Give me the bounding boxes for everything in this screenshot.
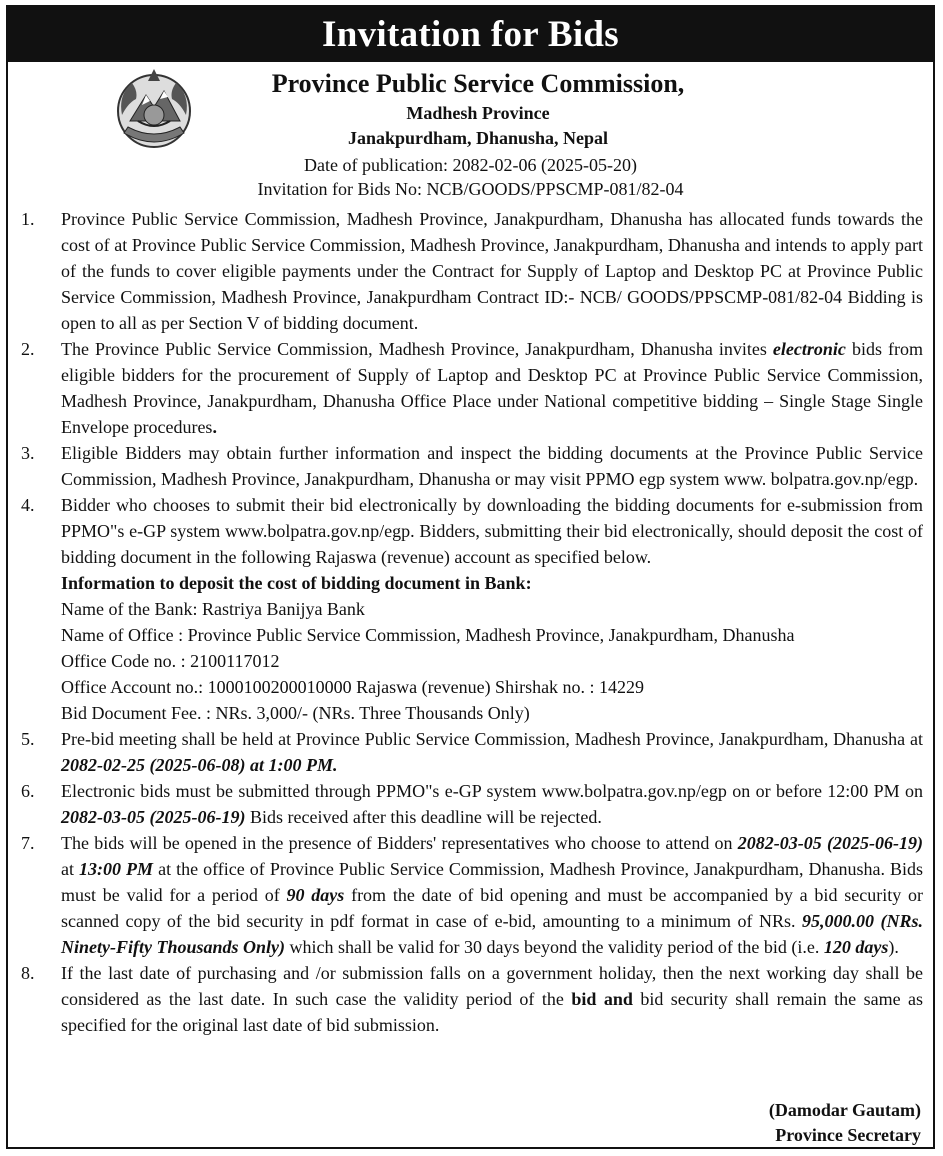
clause-text: Province Public Service Commission, Madhesh Province, Janakpurdham, Dhanusha has allocated funds towards the cost of at Province Public Service Commission, Madhesh Province, Janakpurdham, Dhanusha and intends to apply part of the funds to cover eligible payments under the Contract for Supply of Laptop and Desktop PC at Province Public Service Commission, Madhesh Province, Janakpurdham Contract ID:- NCB/ GOODS/PPSCMP-081/82-04 Bidding is open to all as per Section V of bidding document. <box>61 209 923 333</box>
clause-7 <box>8 830 933 960</box>
office-location: Janakpurdham, Dhanusha, Nepal <box>347 128 609 148</box>
validity-period: 90 days <box>286 885 345 905</box>
clause-4 <box>8 492 933 726</box>
clause-text: The Province Public Service Commission, Madhesh Province, Janakpurdham, Dhanusha invites <box>61 339 773 359</box>
clause-text: Bids received after this deadline will be rejected. <box>245 807 602 827</box>
clause-text: If the last date of purchasing and /or submission falls on a government holiday, then the next working day shall be considered as the last date. In such case the validity period of the <box>61 963 923 1009</box>
opening-time: 13:00 PM <box>79 859 154 879</box>
clause-1 <box>8 206 933 336</box>
pre-bid-datetime: 2082-02-25 (2025-06-08) at 1:00 PM. <box>61 755 338 775</box>
clause-text: Eligible Bidders may obtain further information and inspect the bidding documents at the Province Public Service Commission, Madhesh Province, Janakpurdham, Dhanusha or may visit PPMO egp system www. bolpatra.gov.np/egp. <box>61 443 923 489</box>
clause-5 <box>8 726 933 778</box>
organization-name: Province Public Service Commission, <box>271 69 685 98</box>
nepal-emblem-icon <box>108 65 200 153</box>
clause-text: Electronic bids must be submitted through PPMO"s e-GP system www.bolpatra.gov.np/egp on or before 12:00 PM on <box>61 781 923 801</box>
clause-text: at <box>61 859 80 879</box>
clause-2 <box>8 336 933 440</box>
signature-block <box>769 1098 921 1148</box>
notice-frame <box>6 5 935 1149</box>
publication-date: Date of publication: 2082-02-06 (2025-05-20) <box>304 155 637 175</box>
bank-name: Name of the Bank: Rastriya Banijya Bank <box>61 599 365 619</box>
clause-text: bids from eligible bidders for the procurement of Supply of Laptop and Desktop PC at Province Public Service Commission, Madhesh Province, Janakpurdham, Dhanusha Office Place under National competitive bidding – Single Stage Single Envelope procedures <box>61 339 923 437</box>
clause-3 <box>8 440 933 492</box>
clause-8 <box>8 960 933 1038</box>
clause-text: which shall be valid for 30 days beyond the validity period of the bid (i.e. <box>285 937 824 957</box>
emphasis-electronic: electronic <box>772 339 846 359</box>
office-name: Name of Office : Province Public Service Commission, Madhesh Province, Janakpurdham, Dhanusha <box>61 625 795 645</box>
signatory-name: (Damodar Gautam) <box>768 1100 921 1120</box>
clause-end-mark: . <box>212 417 217 437</box>
clause-text: Bidder who chooses to submit their bid electronically by downloading the bidding documents for e-submission from PPMO"s e-GP system www.bolpatra.gov.np/egp. Bidders, submitting their bid electronically, should deposit the cost of bidding document in the following Rajaswa (revenue) account as specified below. <box>61 495 923 567</box>
clause-text: from the date of bid opening and must be accompanied by a bid security or scanned copy of the bid security in pdf format in case of e-bid, amounting to a minimum of NRs. <box>61 885 923 931</box>
emphasis-bid-and: bid and <box>571 989 633 1009</box>
clause-text: Pre-bid meeting shall be held at Province Public Service Commission, Madhesh Province, Janakpurdham, Dhanusha at <box>61 729 923 749</box>
clause-number: 7. <box>21 833 35 853</box>
clause-text: The bids will be opened in the presence of Bidders' representatives who choose to attend on <box>61 833 738 853</box>
clause-6 <box>8 778 933 830</box>
province-name: Madhesh Province <box>406 103 550 123</box>
submission-deadline: 2082-03-05 (2025-06-19) <box>61 807 246 827</box>
ifb-number: Invitation for Bids No: NCB/GOODS/PPSCMP-081/82-04 <box>257 179 684 199</box>
clause-text: ). <box>888 937 899 957</box>
notice-title: Invitation for Bids <box>8 7 933 62</box>
bid-security-amount: 95,000.00 (NRs. Ninety-Fifty Thousands Only) <box>61 911 923 957</box>
clause-text: bid security shall remain the same as specified for the original last date of bid submission. <box>61 989 924 1035</box>
office-code: Office Code no. : 2100117012 <box>61 651 280 671</box>
clause-number: 8. <box>21 963 35 983</box>
clause-number: 2. <box>21 339 35 359</box>
clause-text: at the office of Province Public Service Commission, Madhesh Province, Janakpurdham, Dhanusha. Bids must be valid for a period of <box>61 859 923 905</box>
clause-number: 1. <box>21 209 35 229</box>
letterhead <box>208 67 748 151</box>
security-validity: 120 days <box>823 937 889 957</box>
bid-document-fee: Bid Document Fee. : NRs. 3,000/- (NRs. Three Thousands Only) <box>61 703 530 723</box>
signatory-title: Province Secretary <box>775 1125 921 1145</box>
clauses-list <box>8 206 933 1038</box>
opening-date: 2082-03-05 (2025-06-19) <box>737 833 923 853</box>
clause-number: 4. <box>21 495 35 515</box>
clause-number: 5. <box>21 729 35 749</box>
bank-info-heading: Information to deposit the cost of bidding document in Bank: <box>61 573 532 593</box>
office-account: Office Account no.: 1000100200010000 Rajaswa (revenue) Shirshak no. : 14229 <box>61 677 645 697</box>
clause-number: 6. <box>21 781 35 801</box>
clause-number: 3. <box>21 443 35 463</box>
